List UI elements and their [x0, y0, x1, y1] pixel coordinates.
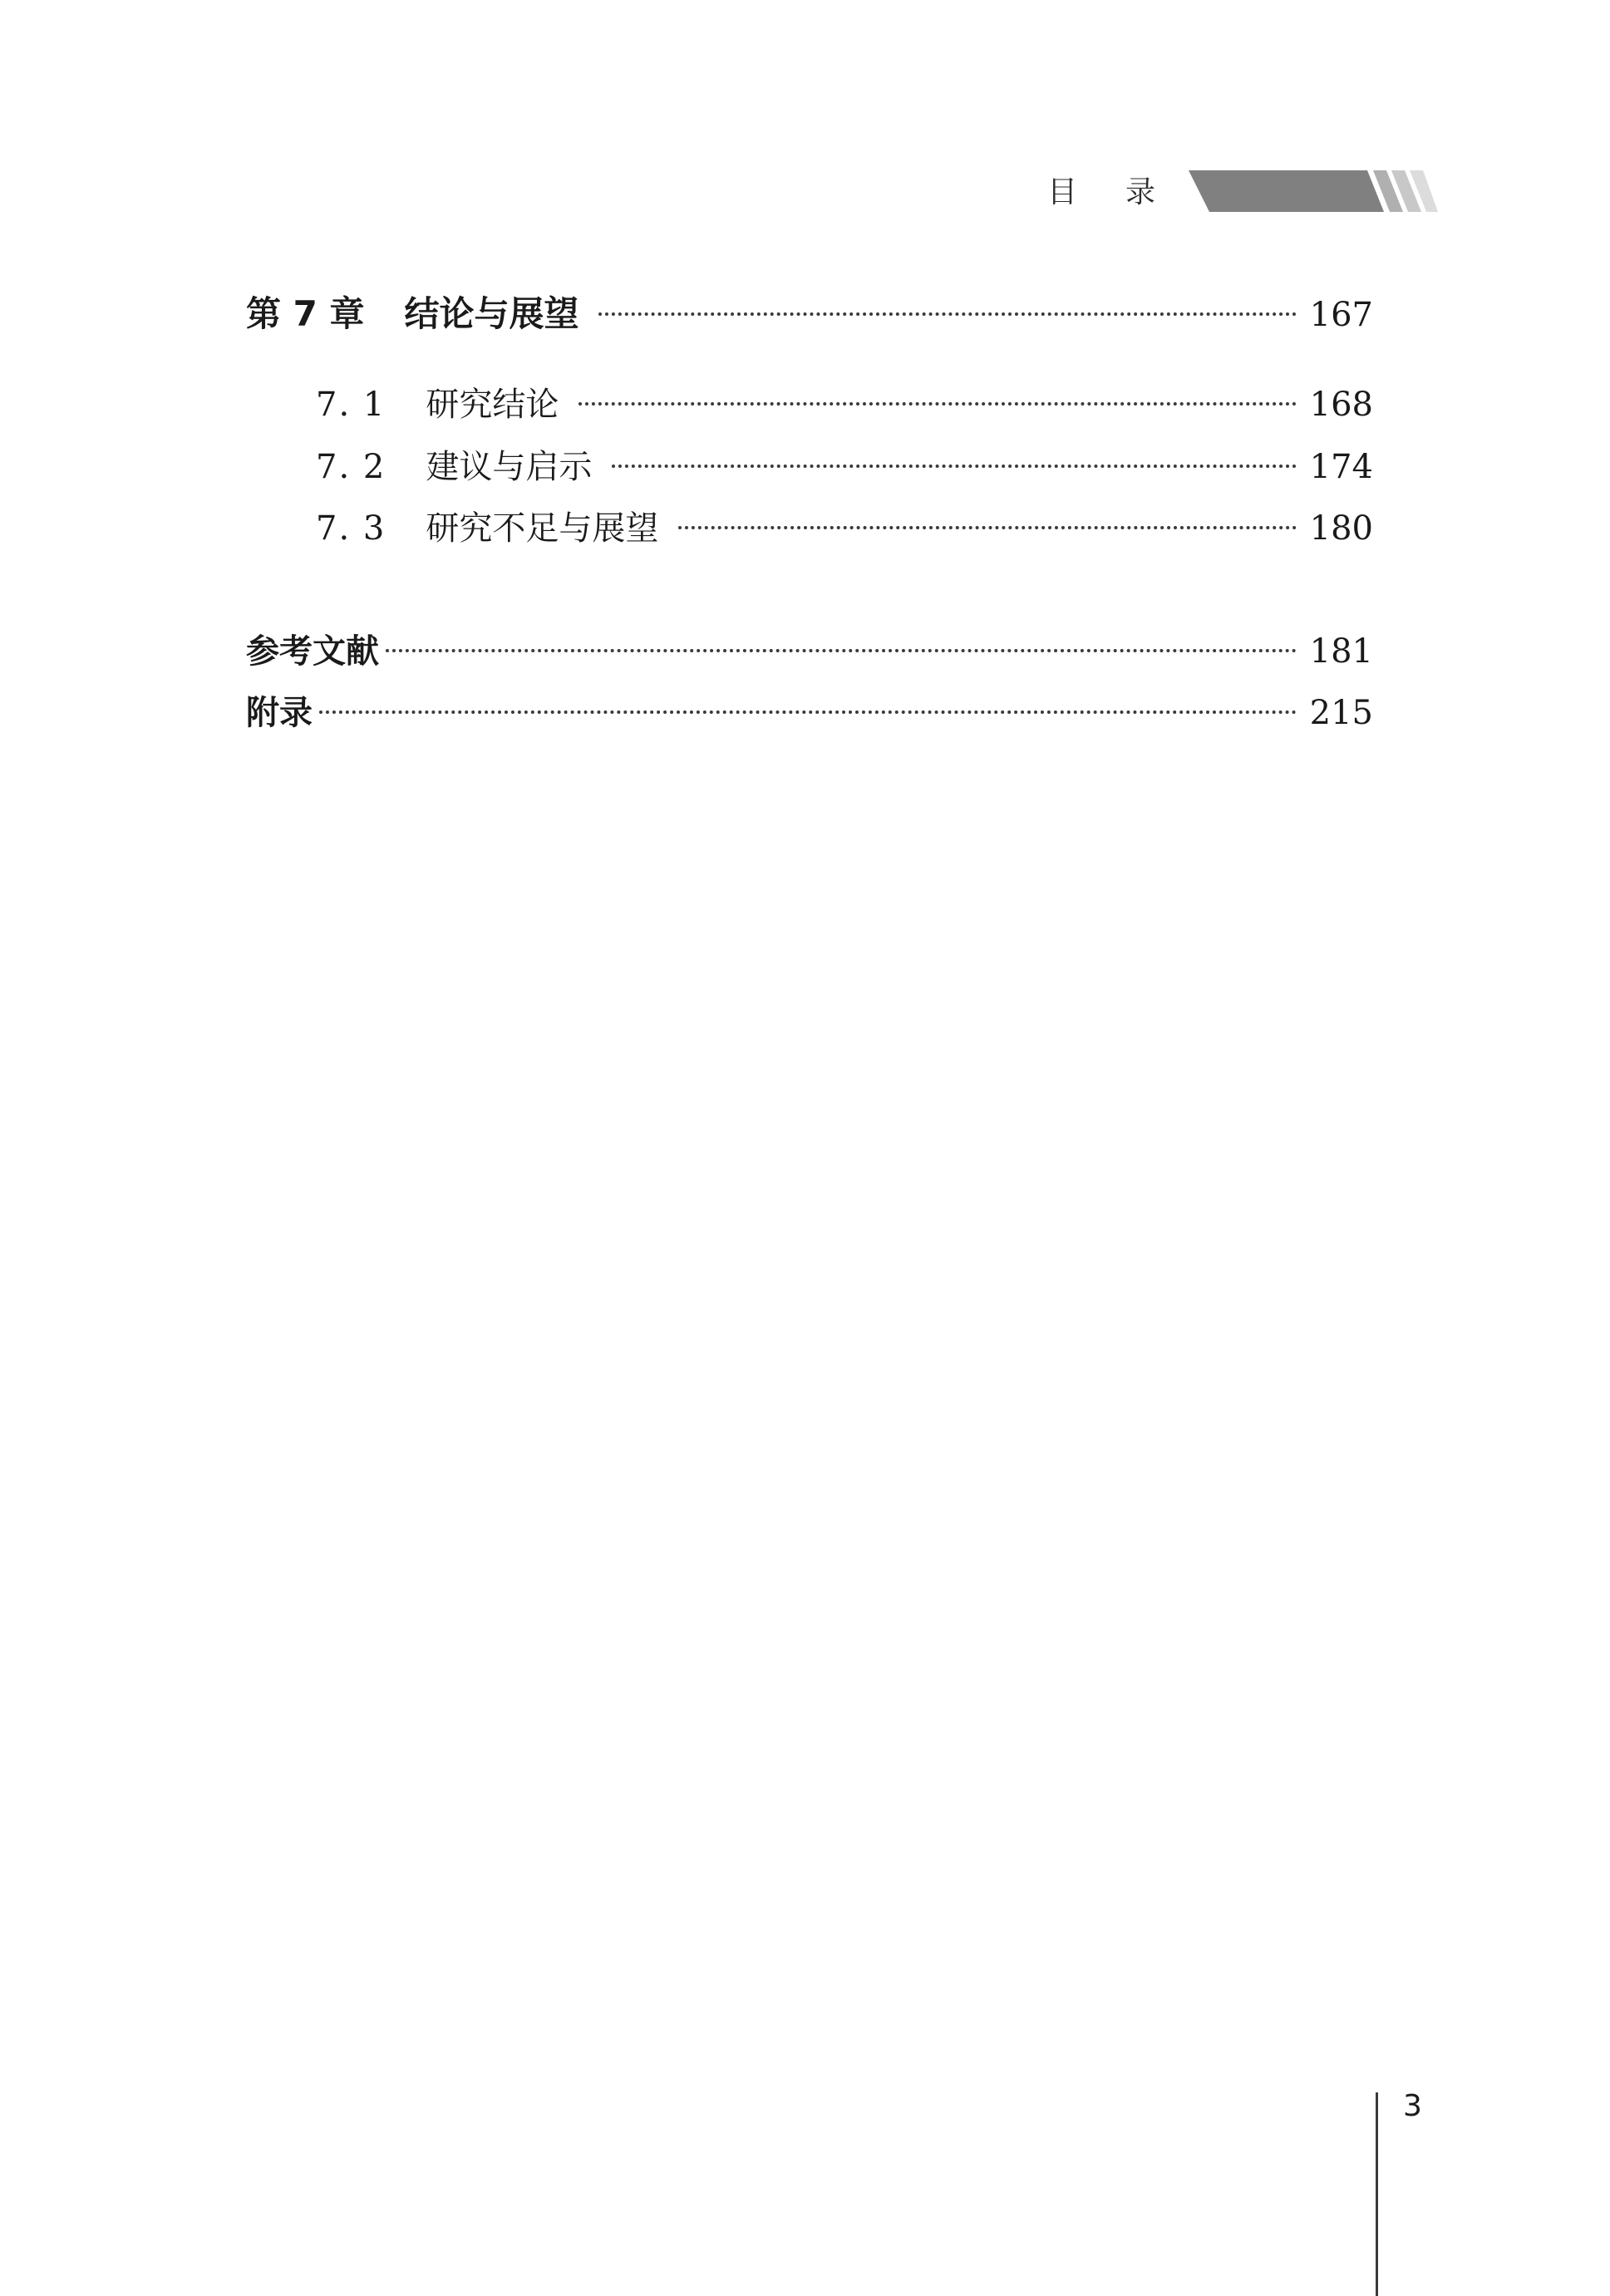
toc-section-7-2[interactable]: [246, 440, 1373, 490]
dot-leader: [579, 402, 1296, 406]
toc-section-7-3[interactable]: [246, 502, 1373, 552]
section-page-number: 180: [1309, 509, 1373, 548]
dot-leader: [319, 710, 1297, 714]
toc-section-7-1[interactable]: [246, 378, 1373, 428]
appendix-title: 附录: [246, 694, 313, 732]
section-title: 建议与启示: [426, 448, 593, 486]
toc-references[interactable]: [246, 625, 1373, 675]
appendix-page-number: 215: [1309, 694, 1373, 732]
running-header: [1047, 162, 1438, 220]
section-title: 研究不足与展望: [426, 509, 659, 548]
section-title: 研究结论: [426, 386, 559, 424]
running-header-title: 目录: [1047, 175, 1204, 209]
section-number: 7. 1: [316, 386, 386, 424]
folio-rule: [1376, 2092, 1378, 2296]
chapter-title: 结论与展望: [404, 293, 579, 334]
dot-leader: [598, 312, 1296, 316]
toc-appendix[interactable]: [246, 686, 1373, 736]
dot-leader: [386, 649, 1297, 652]
section-page-number: 168: [1309, 386, 1373, 424]
page-number: 3: [1403, 2089, 1422, 2123]
section-number: 7. 2: [316, 448, 386, 486]
chapter-number: 第 7 章: [246, 293, 365, 334]
references-page-number: 181: [1309, 632, 1373, 671]
dot-leader: [612, 465, 1296, 468]
section-number: 7. 3: [316, 509, 386, 548]
toc-chapter-7[interactable]: [246, 287, 1373, 337]
section-page-number: 174: [1309, 448, 1373, 486]
dot-leader: [678, 526, 1296, 529]
references-title: 参考文献: [246, 632, 379, 671]
chapter-page-number: 167: [1309, 296, 1373, 334]
